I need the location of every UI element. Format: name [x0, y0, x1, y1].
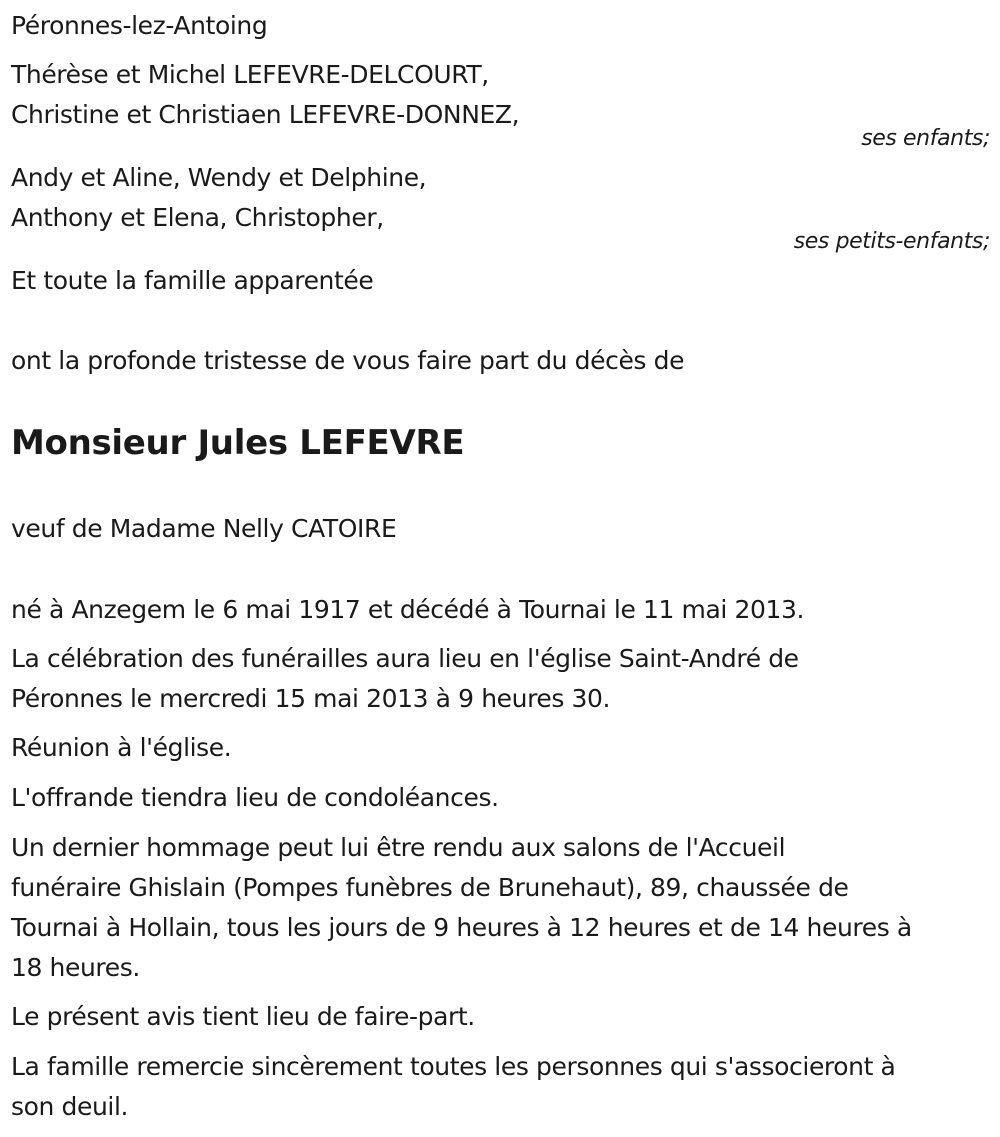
announcement: ont la profonde tristesse de vous faire part du décès de — [11, 346, 685, 375]
homage-line: funéraire Ghislain (Pompes funèbres de Brunehaut), 89, chaussée de — [11, 873, 849, 902]
notice-statement: Le présent avis tient lieu de faire-part. — [11, 1002, 475, 1031]
meeting: Réunion à l'église. — [11, 733, 232, 762]
widower-of: veuf de Madame Nelly CATOIRE — [11, 514, 397, 543]
thanks-line: son deuil. — [11, 1092, 129, 1121]
extended-family: Et toute la famille apparentée — [11, 266, 374, 295]
grandchildren-role: ses petits-enfants; — [793, 229, 990, 254]
children-role: ses enfants; — [861, 126, 990, 151]
offering: L'offrande tiendra lieu de condoléances. — [11, 783, 499, 812]
grandchild-line: Andy et Aline, Wendy et Delphine, — [11, 163, 427, 192]
child-line: Thérèse et Michel LEFEVRE-DELCOURT, — [11, 60, 489, 89]
location: Péronnes-lez-Antoing — [11, 11, 268, 40]
child-line: Christine et Christiaen LEFEVRE-DONNEZ, — [11, 100, 520, 129]
thanks-line: La famille remercie sincèrement toutes les personnes qui s'associeront à — [11, 1052, 896, 1081]
ceremony-line: Péronnes le mercredi 15 mai 2013 à 9 heures 30. — [11, 684, 611, 713]
homage-line: Un dernier hommage peut lui être rendu aux salons de l'Accueil — [11, 833, 786, 862]
grandchild-line: Anthony et Elena, Christopher, — [11, 203, 384, 232]
deceased-name: Monsieur Jules LEFEVRE — [11, 423, 465, 463]
homage-line: Tournai à Hollain, tous les jours de 9 heures à 12 heures et de 14 heures à — [11, 913, 912, 942]
birth-death: né à Anzegem le 6 mai 1917 et décédé à Tournai le 11 mai 2013. — [11, 595, 805, 624]
homage-line: 18 heures. — [11, 953, 140, 982]
ceremony-line: La célébration des funérailles aura lieu en l'église Saint-André de — [11, 644, 799, 673]
